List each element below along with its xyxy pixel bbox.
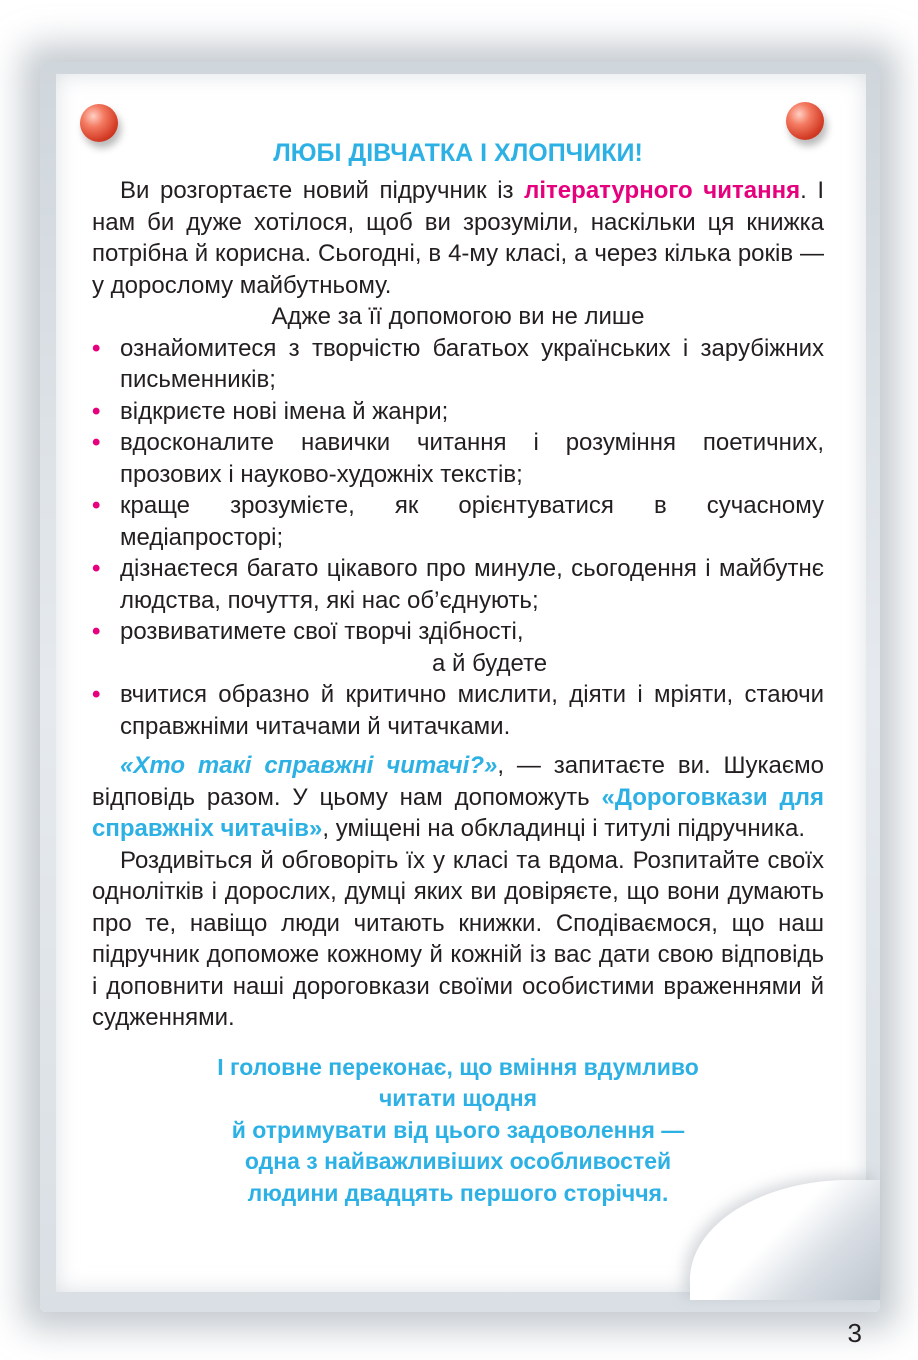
- discussion-paragraph: Роздивіться й обговоріть їх у класі та вдома. Розпитайте своїх однолітків і дорослих, думці яких ви довіряєте, що вони думають про те, навіщо люди читають книжки. Сподіваємося, що наш підручник допоможе кожному й кожній із вас дати свою відповідь і доповнити наші дороговкази своїми особистими враженнями й судженнями.: [92, 846, 824, 1031]
- bullet-icon: •: [92, 334, 101, 362]
- bullet-icon: •: [92, 618, 101, 645]
- list-item-text: вчитися образно й критично мислити, діяти і мріяти, стаючи справжніми читачами й читачками.: [120, 681, 824, 740]
- intro-paragraph: [92, 175, 824, 301]
- list-item-text: дізнаєтеся багато цікавого про минуле, сьогодення і майбутнє людства, почуття, які нас об’єднують;: [120, 555, 824, 614]
- list-item-text: розвиватимете свої творчі здібності,: [120, 618, 524, 645]
- letter-content: [92, 138, 824, 1209]
- question-text-2: , уміщені на обкладинці і титулі підручника.: [322, 815, 806, 842]
- question-text-1: , — запитаєте ви. Шукаємо відповідь разом. У цьому нам допоможуть: [92, 752, 824, 811]
- list-item: [92, 396, 824, 428]
- list-item-text: відкриєте нові імена й жанри;: [120, 397, 449, 425]
- page-number: 3: [847, 1318, 862, 1348]
- list-item-text: ознайомитеся з творчістю багатьох українських і зарубіжних письменників;: [120, 334, 824, 393]
- bullet-icon: •: [92, 397, 101, 425]
- bullet-icon: •: [92, 492, 101, 519]
- middle-line: а й будете: [432, 649, 548, 677]
- list-item-text: краще зрозумієте, як орієнтуватися в сучасному медіапросторі;: [120, 492, 824, 551]
- closing-line: читати щодня: [378, 1085, 538, 1111]
- question-paragraph: [92, 750, 824, 845]
- closing-line: людини двадцять першого сторіччя.: [247, 1179, 669, 1206]
- list-item: [92, 553, 824, 616]
- benefits-list: [92, 333, 824, 648]
- closing-message: [92, 1052, 824, 1210]
- signposts-highlight: «Дороговкази для справжніх читачів»: [92, 783, 824, 842]
- bullet-icon: •: [92, 681, 101, 708]
- letter-title: ЛЮБІ ДІВЧАТКА І ХЛОПЧИКИ!: [273, 139, 643, 167]
- list-item: [92, 333, 824, 396]
- list-item: [92, 490, 824, 553]
- spacer: [92, 742, 824, 750]
- closing-line: й отримувати від цього задоволення —: [231, 1116, 685, 1143]
- list-item-text: вдосконалите навички читання і розуміння поетичних, прозових і науково-художніх текстів;: [120, 429, 824, 488]
- pushpin-left-icon: [80, 104, 118, 142]
- intro-text-1: Ви розгортаєте новий підручник із: [120, 177, 525, 204]
- pushpin-right-icon: [786, 102, 824, 140]
- list-item: [92, 427, 824, 490]
- benefits-list-2: [92, 679, 824, 742]
- lead-in-line: Адже за її допомогою ви не лише: [271, 303, 645, 330]
- list-item: [92, 679, 824, 742]
- list-item: [92, 616, 824, 648]
- intro-text-2: . І нам би дуже хотілося, щоб ви зрозуміли, наскільки ця книжка потрібна й корисна. Сьогодні, в 4-му класі, а через кілька років — у дорослому майбутньому.: [92, 177, 824, 299]
- intro-highlight: літературного читання: [524, 177, 801, 204]
- bullet-icon: •: [92, 429, 101, 456]
- question-highlight: «Хто такі справжні читачі?»: [120, 752, 498, 779]
- closing-line: І головне переконає, що вміння вдумливо: [217, 1053, 699, 1080]
- bullet-icon: •: [92, 555, 101, 582]
- closing-line: одна з найважливіших особливостей: [244, 1148, 672, 1174]
